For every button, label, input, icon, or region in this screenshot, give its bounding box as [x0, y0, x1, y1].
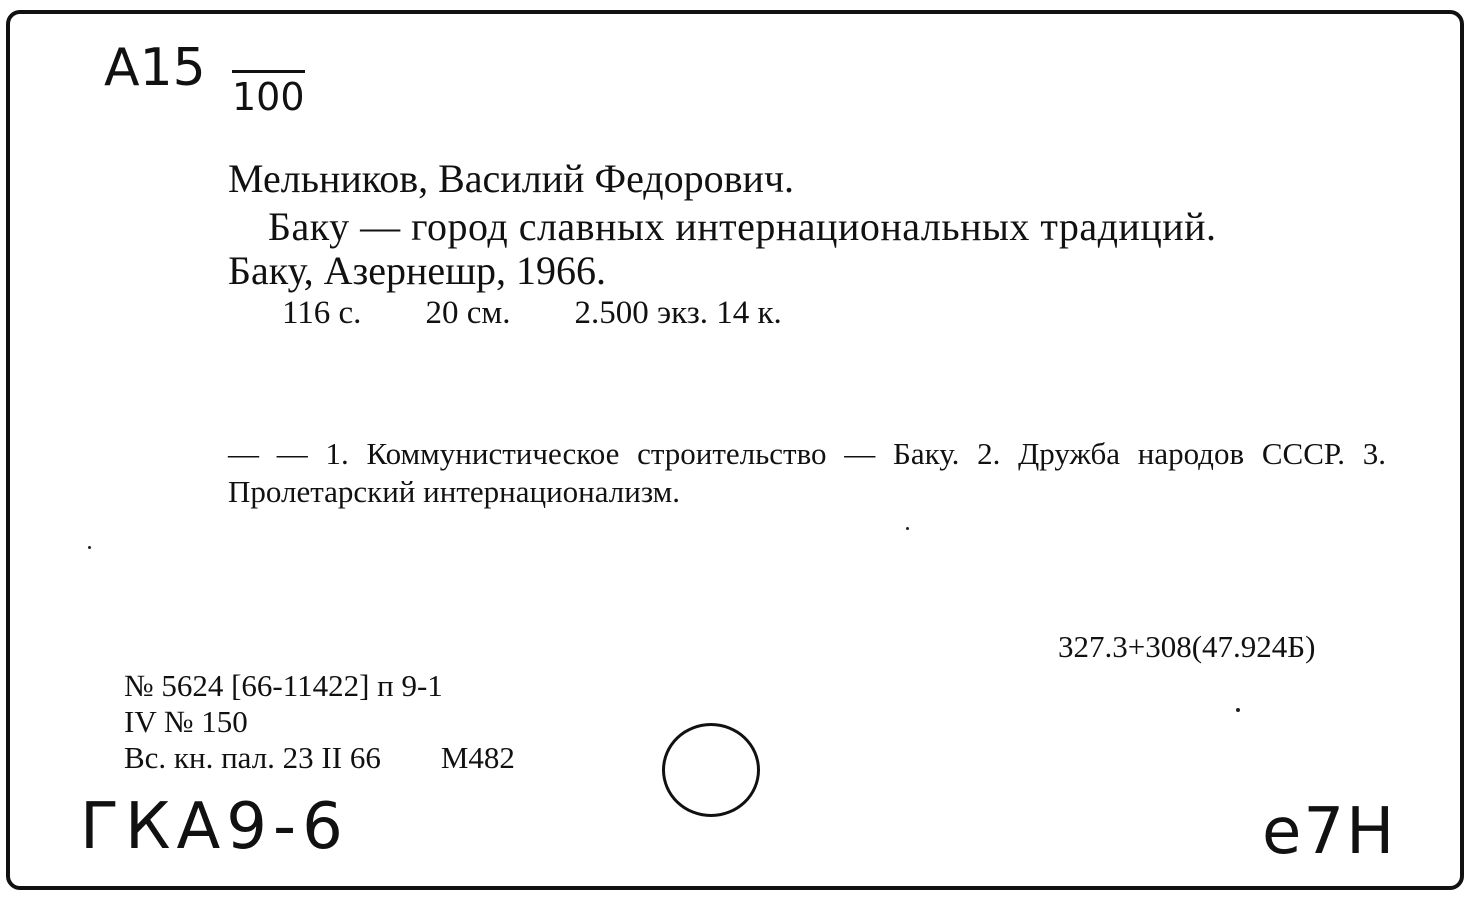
stamp-circle — [662, 723, 760, 817]
handwritten-code: ГКА9-6 — [80, 790, 349, 864]
subject-headings: — — 1. Коммунистическое строительство — Баку. 2. Дружба народов СССР. 3. Пролетарский интернационализм. — [228, 436, 1386, 509]
ink-speck — [906, 527, 909, 530]
registration-line: № 5624 [66-11422] п 9-1 — [124, 668, 443, 703]
page-count: 116 с. — [282, 295, 362, 331]
print-code: М482 — [440, 740, 515, 775]
book-size: 20 см. — [425, 295, 511, 331]
ink-speck — [88, 546, 91, 549]
publication-imprint: Баку, Азернешр, 1966. — [228, 248, 606, 293]
classification-number: 327.3+308(47.924Б) — [1058, 629, 1316, 664]
handwritten-fraction: 100 — [232, 70, 305, 119]
author-heading: Мельников, Василий Федорович. — [228, 156, 795, 201]
handwritten-shelf-mark: A15 — [104, 38, 206, 98]
physical-description — [282, 295, 846, 332]
chamber-line — [124, 740, 515, 776]
copies-and-price: 2.500 экз. 14 к. — [574, 295, 782, 331]
ink-speck — [1236, 708, 1240, 712]
book-title: Баку — город славных интернациональных традиций. — [268, 204, 1217, 249]
chamber-date: Вс. кн. пал. 23 II 66 — [124, 740, 381, 775]
handwritten-mark: e7H — [1262, 795, 1397, 869]
series-line: IV № 150 — [124, 704, 248, 739]
